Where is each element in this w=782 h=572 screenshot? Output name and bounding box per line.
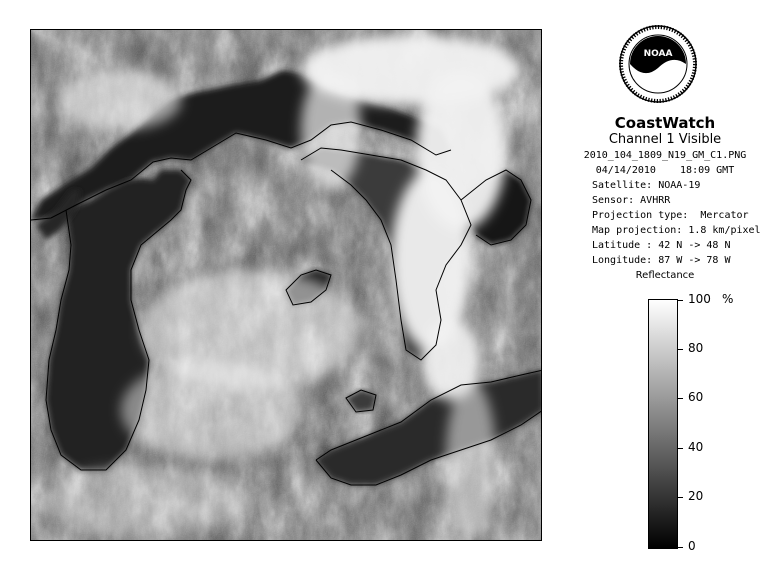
noaa-logo bbox=[618, 20, 698, 108]
logo-text: NOAA bbox=[643, 49, 673, 59]
tick-label-100: 100 bbox=[688, 292, 711, 306]
filename: 2010_104_1809_N19_GM_C1.PNG bbox=[583, 150, 747, 161]
noaa-logo-icon bbox=[618, 20, 698, 108]
projection-type: Projection type: Mercator bbox=[592, 210, 749, 221]
longitude-range: Longitude: 87 W -> 78 W bbox=[592, 255, 731, 266]
tick-label-60: 60 bbox=[688, 390, 704, 404]
image-info bbox=[560, 114, 770, 268]
tick-label-80: 80 bbox=[688, 341, 704, 355]
satellite: Satellite: NOAA-19 bbox=[592, 180, 701, 191]
satellite-svg bbox=[31, 30, 542, 541]
map-projection: Map projection: 1.8 km/pixel bbox=[592, 225, 761, 236]
colorbar-tick bbox=[678, 547, 683, 548]
colorbar-tick bbox=[678, 300, 683, 301]
legend-title: Reflectance bbox=[635, 270, 695, 281]
legend-unit: % bbox=[722, 292, 734, 306]
colorbar-tick bbox=[678, 497, 683, 498]
latitude-range: Latitude : 42 N -> 48 N bbox=[592, 240, 731, 251]
tick-label-40: 40 bbox=[688, 440, 704, 454]
app-title: CoastWatch bbox=[614, 114, 716, 132]
datetime: 04/14/2010 18:09 GMT bbox=[595, 165, 735, 176]
tick-label-0: 0 bbox=[688, 539, 696, 553]
satellite-image bbox=[30, 29, 542, 541]
colorbar-tick bbox=[678, 349, 683, 350]
colorbar-tick bbox=[678, 448, 683, 449]
colorbar-tick bbox=[678, 398, 683, 399]
tick-label-20: 20 bbox=[688, 489, 704, 503]
channel-label: Channel 1 Visible bbox=[608, 132, 722, 147]
reflectance-colorbar bbox=[648, 299, 678, 549]
sensor: Sensor: AVHRR bbox=[592, 195, 671, 206]
